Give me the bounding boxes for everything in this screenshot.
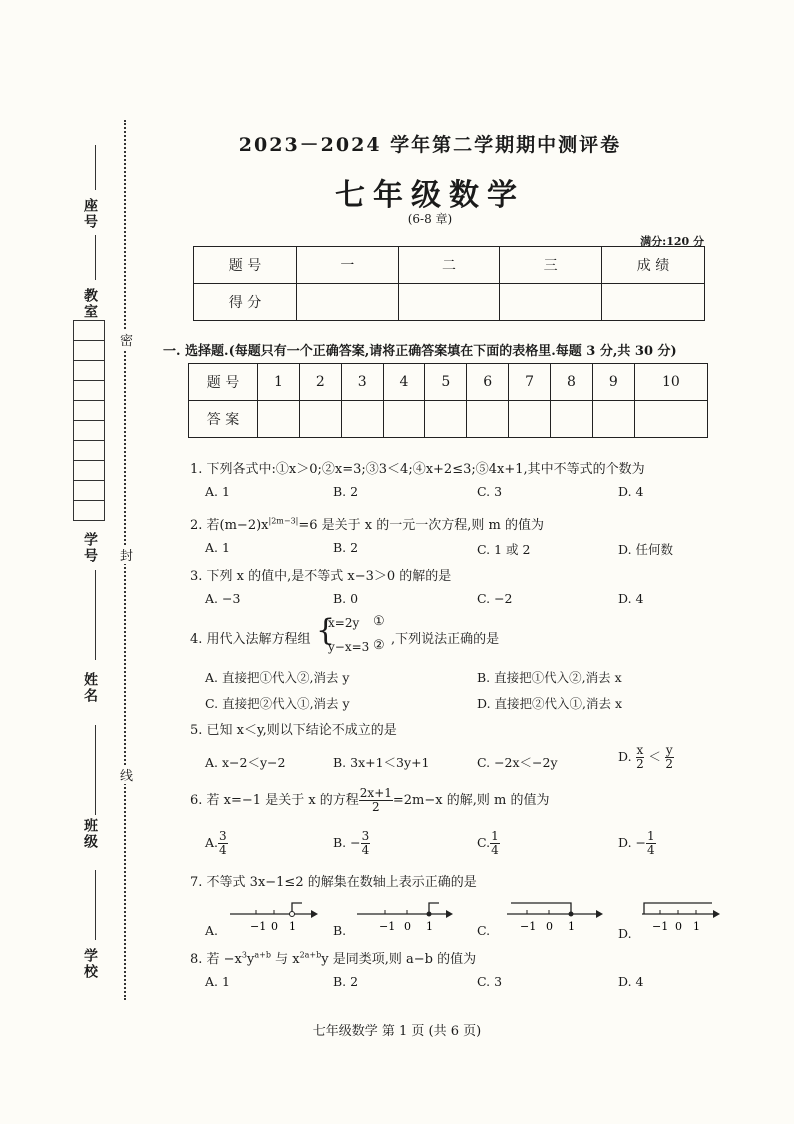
q7-number-line-d [640,896,724,936]
answer-number: 3 [341,364,383,401]
fraction-numerator: x [636,743,644,757]
seal-char-feng: 封 [120,545,133,564]
subject-title: 七年级数学 [335,178,525,213]
q2-stem-part-a: 2. 若(m−2)x [190,518,269,533]
score-cell[interactable] [500,284,602,321]
answer-number: 6 [467,364,509,401]
q5-option-d [618,744,674,771]
fraction-denominator: 4 [219,843,227,857]
fraction-denominator: 2 [665,757,674,771]
q8-option-b: B. 2 [333,974,359,989]
tick-label: −1 [379,920,396,933]
q6-option-a [205,830,228,857]
q3-option-b: B. 0 [333,591,359,606]
classroom-blank [95,235,96,280]
q6-option-c [477,830,500,857]
q7-option-c: C. [477,923,491,938]
q2-option-a: A. 1 [205,540,230,555]
q2-exponent: |2m−3| [268,516,299,526]
tick-label: 1 [568,920,575,933]
fraction-denominator: 4 [361,843,370,857]
tick-label: −1 [520,920,537,933]
tick-label: 0 [404,920,411,933]
score-header-cell: 一 [297,247,399,284]
name-blank [95,570,96,660]
q1-option-b: B. 2 [333,484,359,499]
q1-option-d: D. 4 [618,484,644,499]
question-3-stem: 3. 下列 x 的值中,是不等式 x−3＞0 的解的是 [190,569,452,584]
q5-option-c: C. −2x＜−2y [477,755,558,770]
q4-equation-2: y−x=3 [328,640,370,654]
seal-char-mi: 密 [120,330,133,349]
option-fraction [361,830,371,857]
q5-d-fraction-1 [636,744,645,771]
seal-char-xian: 线 [120,765,133,784]
q4-option-d: D. 直接把②代入①,消去 x [477,696,623,711]
question-7-stem: 7. 不等式 3x−1≤2 的解集在数轴上表示正确的是 [190,875,477,890]
fraction-numerator: 1 [491,829,499,843]
q3-option-d: D. 4 [618,591,644,606]
answer-number: 7 [509,364,551,401]
option-fraction [646,830,656,857]
fraction-numerator: 3 [219,829,227,843]
classroom-label: 教室 [82,288,98,320]
fraction-denominator: 4 [647,843,655,857]
score-row-label: 得 分 [194,284,297,321]
option-label: A. [205,835,219,850]
q4-equation-1: x=2y [328,616,360,630]
q6-option-d [618,830,656,857]
class-blank [95,725,96,815]
option-sign: − [350,835,361,850]
answer-cell[interactable] [592,401,634,438]
answer-header-label: 题 号 [189,364,258,401]
exam-title: 2023－2024 学年第二学期期中测评卷 [238,134,622,156]
system-brace: { [316,613,336,648]
answer-cell[interactable] [551,401,593,438]
score-header-cell: 二 [398,247,500,284]
q6-stem-fraction [359,787,393,814]
fraction-numerator: 2x+1 [359,786,392,800]
answer-cell[interactable] [634,401,707,438]
q2-option-d: D. 任何数 [618,542,674,557]
class-label: 班级 [82,818,98,850]
name-label: 姓名 [82,672,98,704]
student-id-label: 学号 [82,532,98,564]
fraction-denominator: 2 [636,757,644,771]
q8-option-d: D. 4 [618,974,644,989]
option-fraction [490,830,500,857]
answer-cell[interactable] [467,401,509,438]
score-cell[interactable] [297,284,399,321]
answer-cell[interactable] [425,401,467,438]
q8-variable-y: y [247,952,255,967]
answer-cell[interactable] [299,401,341,438]
q4-mark-2: ② [373,638,385,653]
q8-exponent-3: 2a+b [299,950,322,960]
tick-label: 1 [426,920,433,933]
score-table [193,246,705,321]
fraction-denominator: 2 [372,800,380,814]
question-4-stem-b: ,下列说法正确的是 [391,632,500,647]
q3-option-a: A. −3 [205,591,241,606]
chapter-range: (6-8 章) [407,212,453,226]
q5-d-label: D. [618,749,632,764]
tick-label: 0 [675,920,682,933]
answer-cell[interactable] [383,401,425,438]
q1-option-a: A. 1 [205,484,230,499]
tick-label: 1 [289,920,296,933]
option-fraction [218,830,228,857]
q7-number-line-c [505,898,605,938]
question-1-stem: 1. 下列各式中:①x＞0;②x=3;③3＜4;④x+2≤3;⑤4x+1,其中不等式的个数为 [190,462,645,477]
q1-option-c: C. 3 [477,484,503,499]
q5-option-b: B. 3x+1＜3y+1 [333,755,430,770]
q7-number-line-b [355,898,455,938]
q6-option-b [333,830,370,857]
q8-exponent-2: a+b [254,950,271,960]
q4-option-b: B. 直接把①代入②,消去 x [477,670,622,685]
q4-mark-1: ① [373,614,385,629]
option-label: B. [333,835,347,850]
q7-option-b: B. [333,923,347,938]
answer-number: 2 [299,364,341,401]
fraction-numerator: 1 [647,829,655,843]
full-mark: 满分:120 分 [640,235,704,248]
tick-label: −1 [652,920,669,933]
student-id-boxes [73,320,105,521]
q5-d-fraction-2 [665,744,674,771]
score-cell[interactable] [602,284,705,321]
answer-cell[interactable] [341,401,383,438]
option-sign: − [635,835,647,850]
q2-option-c: C. 1 或 2 [477,542,531,557]
question-6-stem [190,787,549,814]
score-cell[interactable] [398,284,500,321]
option-label: C. [477,835,491,850]
q8-stem-part-b: y 是同类项,则 a−b 的值为 [321,952,477,967]
seat-number-blank [95,145,96,190]
score-header-cell: 三 [500,247,602,284]
q5-option-a: A. x−2＜y−2 [205,755,286,770]
section-title: 一. 选择题.(每题只有一个正确答案,请将正确答案填在下面的表格里.每题 3 分,共 30 分) [163,344,677,359]
q4-option-c: C. 直接把②代入①,消去 y [205,696,350,711]
question-4-stem-a: 4. 用代入法解方程组 [190,632,311,647]
page-footer: 七年级数学 第 1 页 (共 6 页) [312,1024,482,1039]
q6-stem-part-a: 6. 若 x=−1 是关于 x 的方程 [190,793,359,808]
answer-number: 10 [634,364,707,401]
q5-d-operator: ＜ [648,749,661,764]
option-label: D. [618,835,632,850]
tick-label: 0 [546,920,553,933]
fraction-numerator: y [665,743,673,757]
answer-number: 9 [592,364,634,401]
answer-cell[interactable] [258,401,300,438]
q8-connector: 与 x [270,952,300,967]
fraction-numerator: 3 [361,829,370,843]
question-8-stem [190,948,476,967]
q8-exponent-1: 3 [241,950,247,960]
q2-option-b: B. 2 [333,540,359,555]
tick-label: −1 [250,920,267,933]
q8-stem-part-a: 8. 若 −x [190,952,242,967]
question-2-stem [190,514,544,533]
q7-option-a: A. [205,923,219,938]
answer-number: 4 [383,364,425,401]
answer-cell[interactable] [509,401,551,438]
seat-number-label: 座号 [82,198,98,230]
q3-option-c: C. −2 [477,591,513,606]
answer-row-label: 答 案 [189,401,258,438]
q4-option-a: A. 直接把①代入②,消去 y [205,670,350,685]
school-blank [95,870,96,940]
q2-stem-part-b: =6 是关于 x 的一元一次方程,则 m 的值为 [298,518,544,533]
q8-option-c: C. 3 [477,974,503,989]
answer-table [188,363,708,438]
school-label: 学校 [82,948,98,980]
score-header-cell: 成 绩 [602,247,705,284]
q7-number-line-a [228,898,320,938]
answer-number: 5 [425,364,467,401]
question-5-stem: 5. 已知 x＜y,则以下结论不成立的是 [190,723,397,738]
score-header-cell: 题 号 [194,247,297,284]
q7-option-d: D. [618,926,632,941]
tick-label: 1 [693,920,700,933]
fraction-denominator: 4 [491,843,499,857]
tick-label: 0 [271,920,278,933]
q6-stem-part-b: =2m−x 的解,则 m 的值为 [392,793,550,808]
answer-number: 1 [258,364,300,401]
q8-option-a: A. 1 [205,974,230,989]
answer-number: 8 [551,364,593,401]
